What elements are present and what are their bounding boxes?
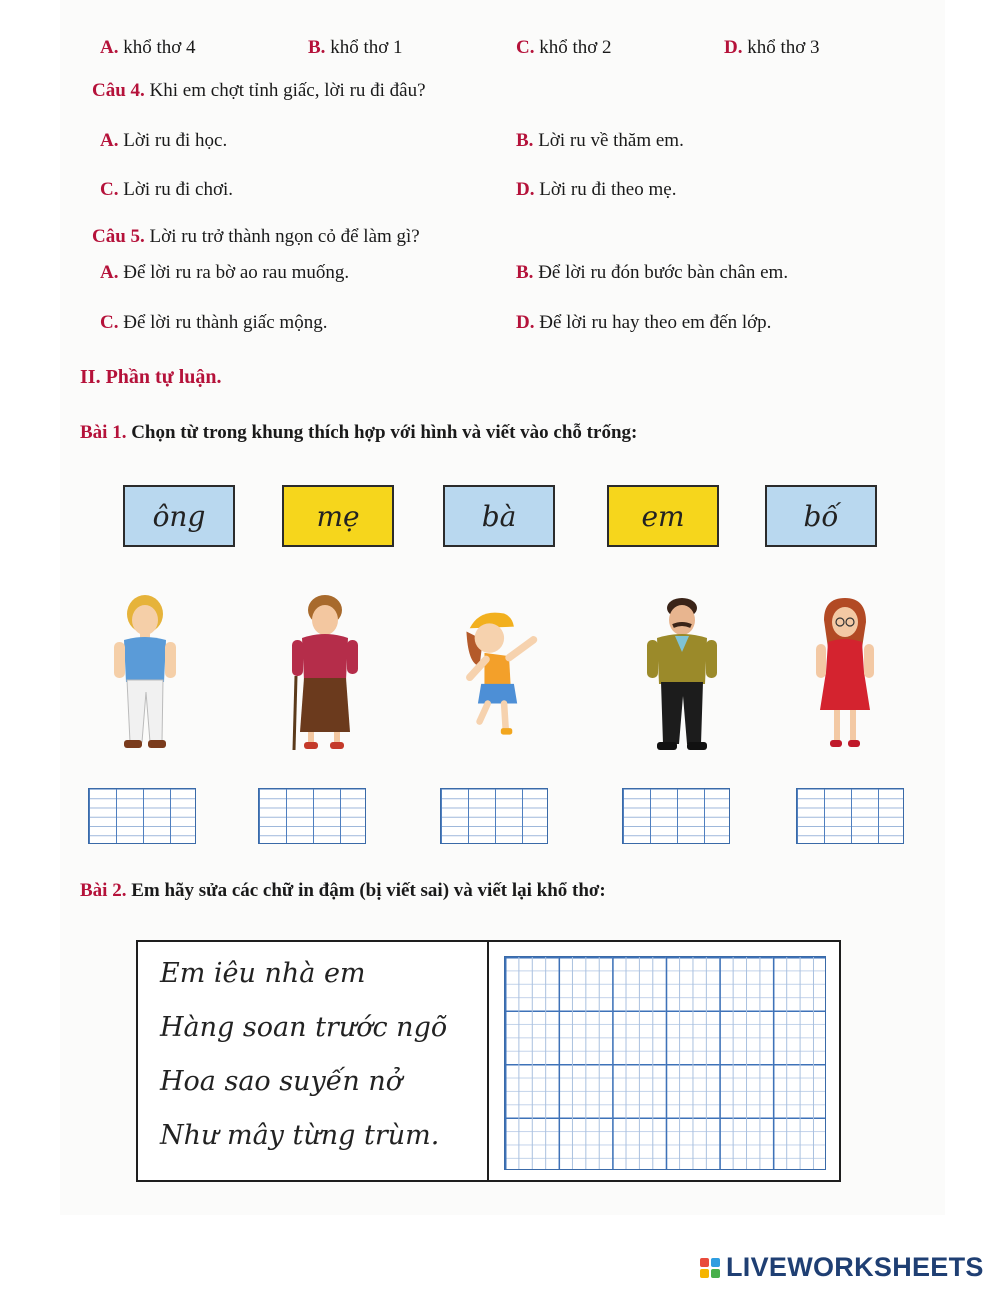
girl-figure [455,592,545,757]
answer-grid-1[interactable] [88,788,196,844]
word-box-ba[interactable]: bà [443,485,555,547]
q5-option-a: A. Để lời ru ra bờ ao rau muống. [100,262,350,283]
answer-grid-2[interactable] [258,788,366,844]
writing-grid[interactable] [504,956,826,1170]
word-box-me[interactable]: mẹ [282,485,394,547]
logo-mark-icon [700,1258,720,1278]
word-box-em[interactable]: em [607,485,719,547]
q4-option-c: C. Lời ru đi chơi. [100,179,234,200]
boy-figure [100,592,190,757]
poem-line-3: Hoa sao suyến nở [160,1066,402,1097]
q4-option-d: D. Lời ru đi theo mẹ. [516,179,677,200]
liveworksheets-logo [700,1252,984,1283]
q3-option-a: A. khổ thơ 4 [100,37,196,58]
answer-grid-5[interactable] [796,788,904,844]
q4-option-a: A. Lời ru đi học. [100,130,228,151]
q5-option-d: D. Để lời ru hay theo em đến lớp. [516,312,772,333]
logo-text: LIVEWORKSHEETS [726,1252,984,1282]
bai1-heading: Bài 1. Chọn từ trong khung thích hợp với hình và viết vào chỗ trống: [80,422,638,443]
poem-divider [487,942,489,1180]
word-box-bo[interactable]: bố [765,485,877,547]
q5-option-b: B. Để lời ru đón bước bàn chân em. [516,262,789,283]
q3-option-c: C. khổ thơ 2 [516,37,612,58]
q3-option-d: D. khổ thơ 3 [724,37,820,58]
q4-option-b: B. Lời ru về thăm em. [516,130,684,151]
answer-grid-3[interactable] [440,788,548,844]
poem-line-1: Em iêu nhà em [160,958,366,989]
answer-grid-4[interactable] [622,788,730,844]
woman-figure [800,592,890,757]
poem-line-2: Hàng soan trước ngõ [160,1012,448,1043]
grandfather-figure [637,592,727,757]
poem-line-4: Như mây từng trùm. [160,1120,440,1151]
q5-option-c: C. Để lời ru thành giấc mộng. [100,312,328,333]
bai2-heading: Bài 2. Em hãy sửa các chữ in đậm (bị viết sai) và viết lại khổ thơ: [80,880,606,901]
grandmother-figure [280,592,370,757]
q3-option-b: B. khổ thơ 1 [308,37,403,58]
q4-question: Câu 4. Khi em chợt tỉnh giấc, lời ru đi đâu? [92,80,426,101]
section-title: II. Phần tự luận. [80,366,222,388]
word-box-ong[interactable]: ông [123,485,235,547]
q5-question: Câu 5. Lời ru trở thành ngọn cỏ để làm gì? [92,226,420,247]
